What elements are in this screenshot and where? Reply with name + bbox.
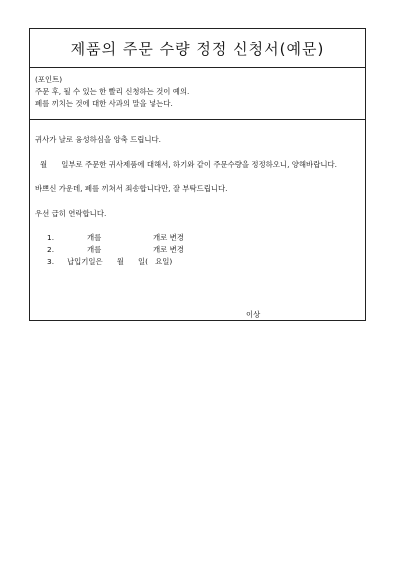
item-number: 3. — [47, 257, 55, 266]
item-change: 개로 변경 — [153, 245, 184, 254]
item-label: 개를 — [87, 233, 102, 242]
apology-paragraph: 바쁘신 가운데, 폐를 끼쳐서 죄송합니다만, 잘 부탁드립니다. — [35, 184, 228, 193]
point-label: (포인트) — [35, 75, 63, 84]
closing-text: 이상 — [246, 310, 261, 319]
list-item — [47, 256, 359, 268]
contact-paragraph: 우선 급히 연락합니다. — [35, 208, 107, 218]
point-section — [30, 68, 365, 120]
request-document — [29, 28, 366, 321]
item-label: 납입기일은 월 일( 요일) — [67, 257, 173, 266]
point-line-2: 폐를 끼치는 것에 대한 사과의 말을 넣는다. — [35, 99, 173, 108]
title-section — [30, 29, 365, 68]
greeting-paragraph: 귀사가 날로 융성하심을 앙축 드립니다. — [35, 135, 161, 144]
document-title: 제품의 주문 수량 정정 신청서(예문) — [70, 39, 325, 58]
list-item — [47, 244, 359, 256]
item-number: 2. — [47, 245, 55, 254]
letter-body — [30, 120, 365, 268]
correction-list — [35, 232, 359, 268]
point-line-1: 주문 후, 될 수 있는 한 빨리 신청하는 것이 예의. — [35, 87, 190, 96]
order-correction-paragraph: 월 일부로 주문한 귀사제품에 대해서, 하기와 같이 주문수량을 정정하오니, 양해바랍니다. — [40, 159, 337, 169]
list-item — [47, 232, 359, 244]
item-change: 개로 변경 — [153, 233, 184, 242]
item-label: 개를 — [87, 245, 102, 254]
item-number: 1. — [47, 233, 55, 242]
